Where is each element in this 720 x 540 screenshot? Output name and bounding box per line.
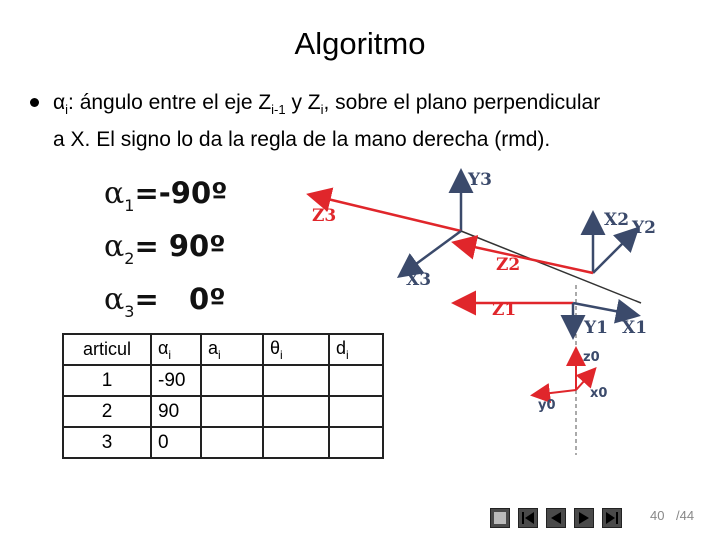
cell-theta (263, 427, 329, 458)
cell-theta (263, 365, 329, 396)
z-subscript-prev: i-1 (271, 102, 286, 117)
alpha-subscript: i (65, 102, 69, 117)
table-row (63, 396, 383, 427)
header-theta: $\theta_i$ (263, 334, 329, 365)
dh-parameter-table (62, 333, 384, 459)
header-d: $d_i$ (329, 334, 383, 365)
cell-articul: 3 (63, 427, 151, 458)
toggle-icon[interactable] (490, 508, 510, 528)
page-number: 40 (650, 508, 665, 523)
prev-slide-icon[interactable] (546, 508, 566, 528)
table-header-row (63, 334, 383, 365)
alpha-index: 1 (124, 196, 135, 215)
table-row (63, 427, 383, 458)
alpha-equations (104, 176, 284, 335)
bullet-dot (30, 98, 39, 107)
cell-alpha: 90 (151, 396, 201, 427)
label-x2: X2 (604, 210, 630, 230)
alpha-index: 2 (124, 249, 135, 268)
cell-articul: 2 (63, 396, 151, 427)
cell-a (201, 427, 263, 458)
alpha-index: 3 (124, 302, 135, 321)
bullet-text-part2: y Z (285, 91, 321, 114)
label-y1: Y1 (584, 318, 608, 338)
first-slide-icon[interactable] (518, 508, 538, 528)
page-total: /44 (676, 508, 695, 523)
cell-alpha: 0 (151, 427, 201, 458)
label-x1: X1 (622, 318, 648, 338)
label-x3: X3 (406, 270, 432, 290)
header-articul: articul (63, 334, 151, 365)
label-z0: z0 (583, 350, 600, 365)
y2-axis (593, 230, 636, 273)
alpha-equation-1 (104, 176, 284, 229)
cell-theta (263, 396, 329, 427)
label-y2: Y2 (632, 218, 656, 238)
header-a: $a_i$ (201, 334, 263, 365)
alpha-symbol: α (53, 91, 66, 114)
alpha-value: = 0º (134, 282, 226, 316)
bullet-text-part3: , sobre el plano perpendicular (323, 91, 601, 114)
next-slide-icon[interactable] (574, 508, 594, 528)
label-y0: y0 (538, 398, 556, 413)
link-line (461, 231, 641, 303)
z-subscript: i (320, 102, 324, 117)
alpha-symbol: α (104, 229, 125, 264)
alpha-value: =-90º (134, 176, 228, 210)
label-z2: Z2 (496, 255, 521, 275)
label-x0: x0 (590, 386, 608, 401)
table-row (63, 365, 383, 396)
cell-a (201, 365, 263, 396)
x3-axis (401, 231, 461, 275)
alpha-equation-2 (104, 229, 284, 282)
alpha-equation-3 (104, 282, 284, 335)
bullet-text-line2: a X. El signo lo da la regla de la mano derecha (rmd). (53, 128, 551, 151)
alpha-symbol: α (104, 176, 125, 211)
alpha-symbol: α (104, 282, 125, 317)
cell-alpha: -90 (151, 365, 201, 396)
cell-d (329, 365, 383, 396)
cell-d (329, 396, 383, 427)
cell-articul: 1 (63, 365, 151, 396)
z2-axis (456, 243, 593, 273)
header-alpha: $\alpha_i$ (151, 334, 201, 365)
x1-axis (573, 303, 636, 315)
page-title: Algoritmo (294, 26, 426, 61)
label-z1: Z1 (492, 300, 517, 320)
last-slide-icon[interactable] (602, 508, 622, 528)
label-z3: Z3 (312, 206, 337, 226)
cell-d (329, 427, 383, 458)
bullet-text-part1: : ángulo entre el eje Z (68, 91, 272, 114)
label-y3: Y3 (468, 170, 492, 190)
y0-axis (534, 390, 576, 395)
bullet-text (53, 88, 713, 155)
cell-a (201, 396, 263, 427)
alpha-value: = 90º (134, 229, 226, 263)
